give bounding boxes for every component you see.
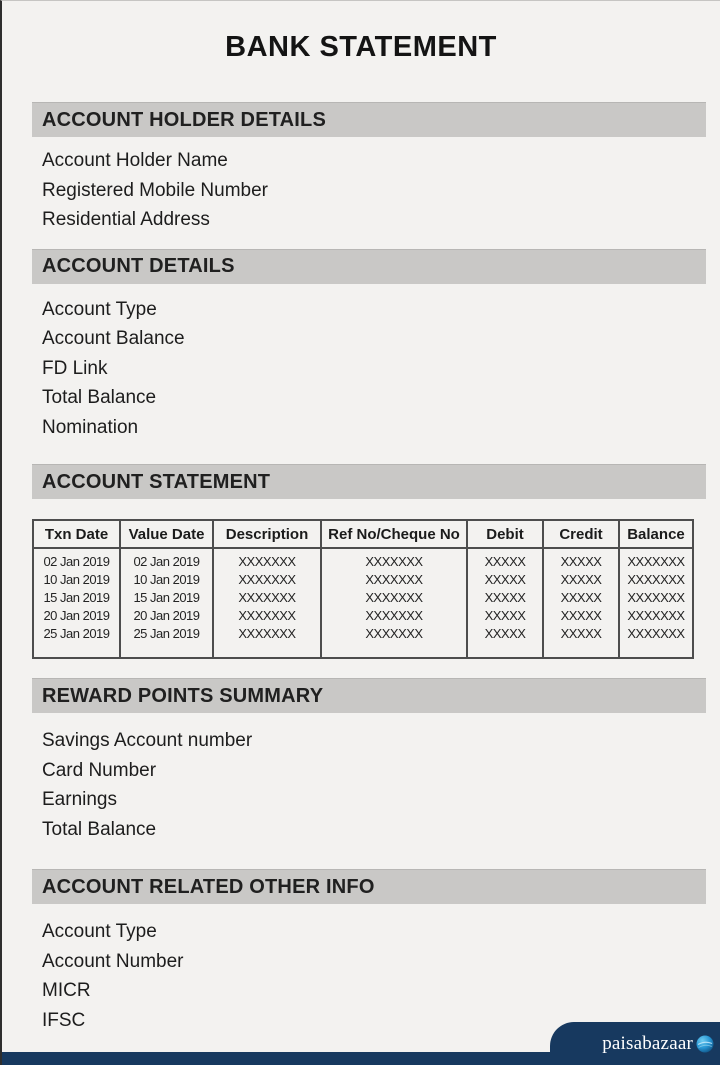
other-info-field-list: [42, 917, 720, 1035]
column-header: Debit: [467, 520, 543, 548]
field-label: Card Number: [42, 759, 157, 781]
section-heading: REWARD POINTS SUMMARY: [42, 684, 324, 707]
table-cell: XXXXXXX: [619, 570, 693, 588]
section-heading: ACCOUNT RELATED OTHER INFO: [42, 875, 375, 898]
table-cell: 20 Jan 2019: [43, 608, 110, 623]
column-header: Balance: [619, 520, 693, 548]
column-header: Txn Date: [33, 520, 120, 548]
table-cell: 10 Jan 2019: [43, 572, 110, 587]
field-label: Total Balance: [42, 387, 157, 408]
table-cell: XXXXX: [543, 588, 619, 606]
table-cell: 15 Jan 2019: [120, 588, 213, 606]
table-row: [33, 606, 693, 624]
table-cell: XXXXXXX: [619, 606, 693, 624]
field-label: Registered Mobile Number: [42, 179, 268, 201]
table-cell: XXXXXXX: [213, 548, 321, 570]
field-label: Nomination: [42, 416, 139, 438]
statement-table-head: [33, 520, 693, 548]
column-header: Ref No/Cheque No: [321, 520, 467, 548]
table-cell: XXXXXXX: [321, 624, 467, 658]
section-bar-account-statement: [32, 464, 706, 499]
table-cell: XXXXX: [467, 570, 543, 588]
table-cell: 02 Jan 2019: [120, 548, 213, 570]
section-heading: ACCOUNT HOLDER DETAILS: [42, 108, 327, 131]
table-cell: XXXXXXX: [619, 588, 693, 606]
table-cell: XXXXX: [543, 624, 619, 658]
table-row: [33, 570, 693, 588]
section-bar-account-holder-details: [32, 102, 706, 137]
field-label: Account Balance: [42, 328, 185, 349]
table-header-row: [33, 520, 693, 548]
field-label: Account Type: [42, 921, 157, 942]
table-cell: XXXXXXX: [213, 624, 321, 658]
table-cell: 15 Jan 2019: [43, 590, 110, 605]
statement-table: [32, 519, 694, 659]
table-cell: XXXXX: [543, 606, 619, 624]
field-label: Account Holder Name: [42, 150, 228, 171]
account-details-field-list: [42, 295, 720, 443]
table-row: [33, 548, 693, 570]
table-cell: XXXXX: [467, 548, 543, 570]
footer-brand-tab: [550, 1022, 720, 1065]
table-cell: XXXXX: [467, 606, 543, 624]
field-label: Account Number: [42, 950, 184, 972]
field-label: Account Type: [42, 298, 157, 320]
table-cell: XXXXXXX: [321, 588, 467, 606]
field-label: Residential Address: [42, 209, 210, 230]
section-bar-account-details: [32, 249, 706, 284]
table-cell: XXXXX: [543, 570, 619, 588]
table-cell: 02 Jan 2019: [43, 554, 110, 569]
table-cell: XXXXXXX: [619, 548, 693, 570]
section-heading: ACCOUNT DETAILS: [42, 255, 235, 277]
table-cell: XXXXXXX: [321, 606, 467, 624]
table-cell: XXXXXXX: [619, 624, 693, 658]
globe-icon: [696, 1035, 714, 1053]
table-cell: 25 Jan 2019: [120, 624, 213, 658]
account-holder-field-list: [42, 146, 720, 235]
field-label: Savings Account number: [42, 730, 253, 751]
brand-name: paisabazaar: [602, 1032, 693, 1054]
table-cell: XXXXX: [467, 624, 543, 658]
column-header: Credit: [543, 520, 619, 548]
section-heading: ACCOUNT STATEMENT: [42, 470, 271, 493]
section-bar-reward-points: [32, 678, 706, 713]
field-label: FD Link: [42, 357, 108, 379]
table-cell: 25 Jan 2019: [43, 626, 110, 641]
table-cell: XXXXXXX: [213, 570, 321, 588]
table-cell: XXXXXXX: [213, 588, 321, 606]
field-label: Earnings: [42, 789, 117, 810]
table-cell: XXXXXXX: [213, 606, 321, 624]
section-bar-other-info: [32, 869, 706, 904]
field-label: IFSC: [42, 1009, 86, 1031]
table-cell: XXXXXXX: [321, 548, 467, 570]
table-cell: XXXXX: [543, 548, 619, 570]
field-label: Total Balance: [42, 818, 157, 840]
table-cell: 10 Jan 2019: [120, 570, 213, 588]
table-cell: 20 Jan 2019: [120, 606, 213, 624]
table-cell: XXXXXXX: [321, 570, 467, 588]
column-header: Value Date: [120, 520, 213, 548]
field-label: MICR: [42, 980, 91, 1001]
reward-points-field-list: [42, 726, 720, 844]
statement-table-body: [33, 548, 693, 658]
page-title: BANK STATEMENT: [225, 31, 497, 63]
table-cell: XXXXX: [467, 588, 543, 606]
table-row: [33, 624, 693, 658]
table-row: [33, 588, 693, 606]
column-header: Description: [213, 520, 321, 548]
